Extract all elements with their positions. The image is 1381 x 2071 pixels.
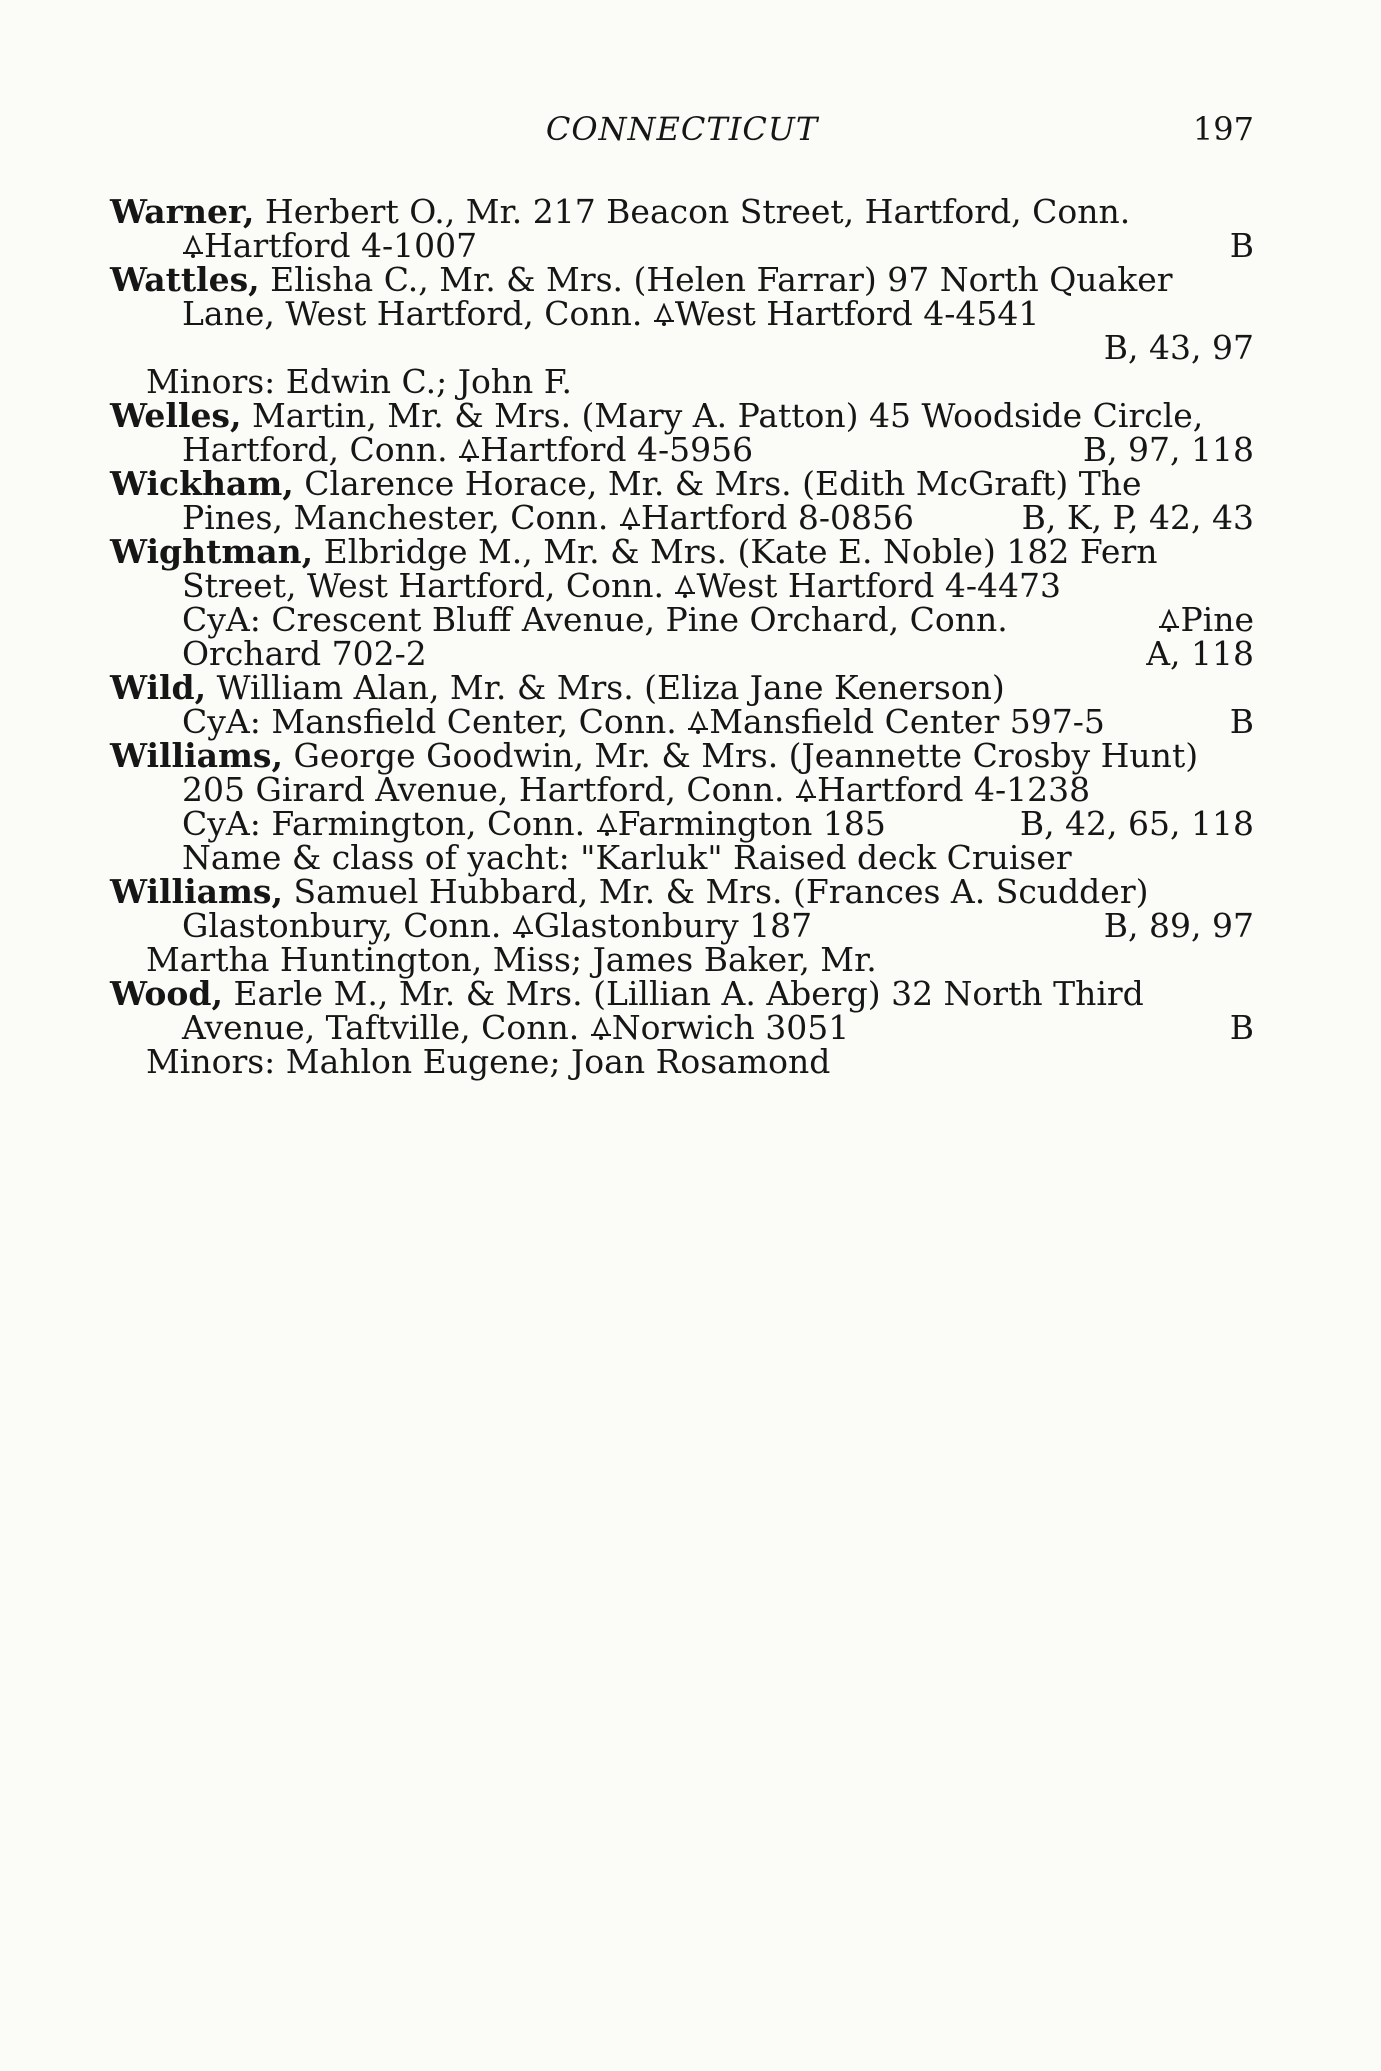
- entry-line: [110, 1042, 1254, 1081]
- entry-surname: Williams,: [110, 872, 283, 911]
- entry-text: Elisha C., Mr. & Mrs. (Helen Farrar) 97 North Quaker: [259, 260, 1173, 299]
- entry-codes: B, K, P, 42, 43: [1021, 498, 1254, 537]
- entry-codes: B: [1229, 1008, 1254, 1047]
- entry-text: Name & class of yacht: "Karluk" Raised deck Cruiser: [182, 838, 1072, 877]
- entry-surname: Warner,: [110, 192, 255, 231]
- entry-text: Minors: Edwin C.; John F.: [146, 362, 573, 401]
- entry-codes: B: [1229, 702, 1254, 741]
- entry-line: [110, 634, 1254, 673]
- entry-line: [110, 328, 1254, 367]
- entry-line: [110, 532, 1254, 571]
- entry-line: [110, 1008, 1254, 1047]
- entry-line: [110, 770, 1254, 809]
- entry-line: [110, 498, 1254, 537]
- entry-phone: Glastonbury 187: [533, 906, 813, 945]
- entry-text: Samuel Hubbard, Mr. & Mrs. (Frances A. Scudder): [283, 872, 1149, 911]
- entry-line: [110, 464, 1254, 503]
- entry-line: [110, 838, 1254, 877]
- entry-text: George Goodwin, Mr. & Mrs. (Jeannette Crosby Hunt): [283, 736, 1199, 775]
- entry-text: Glastonbury, Conn.: [182, 906, 502, 945]
- entry-phone: West Hartford 4-4473: [696, 566, 1061, 605]
- entry-surname: Williams,: [110, 736, 283, 775]
- telephone-bell-icon: [596, 813, 618, 837]
- entry-text: 205 Girard Avenue, Hartford, Conn.: [182, 770, 785, 809]
- entry-text: CyA: Mansfield Center, Conn.: [182, 702, 677, 741]
- entry-codes: B, 42, 65, 118: [1019, 804, 1254, 843]
- entry-text: Lane, West Hartford, Conn.: [182, 294, 643, 333]
- telephone-bell-icon: [674, 575, 696, 599]
- entry-surname: Wickham,: [110, 464, 294, 503]
- entry-text: Clarence Horace, Mr. & Mrs. (Edith McGraft) The: [293, 464, 1142, 503]
- entry-line: [110, 872, 1254, 911]
- entry-text: Street, West Hartford, Conn.: [182, 566, 664, 605]
- entry-text: Hartford, Conn.: [182, 430, 448, 469]
- entry-codes: B, 97, 118: [1082, 430, 1254, 469]
- entry-line: [110, 940, 1254, 979]
- page-header: [110, 106, 1254, 156]
- entry-text: Pines, Manchester, Conn.: [182, 498, 609, 537]
- entry-phone: Farmington 185: [617, 804, 886, 843]
- entry-line: [110, 192, 1254, 231]
- entry-phone: West Hartford 4-4541: [674, 294, 1040, 333]
- telephone-bell-icon: [619, 507, 641, 531]
- entry-phone: Hartford 4-5956: [480, 430, 754, 469]
- entry-phone: Pine: [1180, 600, 1254, 639]
- entry-phone: Norwich 3051: [611, 1008, 850, 1047]
- entry-line: [110, 362, 1254, 401]
- entry-surname: Wild,: [110, 668, 207, 707]
- entry-text: Orchard 702-2: [182, 634, 427, 673]
- entry-text: Avenue, Taftville, Conn.: [182, 1008, 580, 1047]
- entry-text: CyA: Farmington, Conn.: [182, 804, 586, 843]
- entry-line: [110, 906, 1254, 945]
- entry-surname: Welles,: [110, 396, 242, 435]
- entry-surname: Wattles,: [110, 260, 260, 299]
- entry-line: [110, 226, 1254, 265]
- entry-surname: Wightman,: [110, 532, 314, 571]
- telephone-bell-icon: [590, 1017, 612, 1041]
- directory-entries: [110, 192, 1254, 1081]
- entry-phone: Hartford 8-0856: [640, 498, 914, 537]
- entry-text: William Alan, Mr. & Mrs. (Eliza Jane Kenerson): [206, 668, 1005, 707]
- entry-text: Martha Huntington, Miss; James Baker, Mr.: [146, 940, 877, 979]
- entry-codes: B: [1229, 226, 1254, 265]
- entry-line: [110, 668, 1254, 707]
- telephone-bell-icon: [182, 235, 204, 259]
- telephone-bell-icon: [653, 303, 675, 327]
- entry-line: [110, 430, 1254, 469]
- entry-codes: B, 89, 97: [1103, 906, 1254, 945]
- entry-line: [110, 566, 1254, 605]
- entry-text: Martin, Mr. & Mrs. (Mary A. Patton) 45 Woodside Circle,: [241, 396, 1204, 435]
- entry-line: [110, 294, 1254, 333]
- telephone-bell-icon: [687, 711, 709, 735]
- entry-line: [110, 804, 1254, 843]
- telephone-bell-icon: [458, 439, 480, 463]
- entry-codes: A, 118: [1146, 634, 1254, 673]
- entry-line: [110, 260, 1254, 299]
- entry-line: [110, 396, 1254, 435]
- entry-text: Minors: Mahlon Eugene; Joan Rosamond: [146, 1042, 831, 1081]
- telephone-bell-icon: [512, 915, 534, 939]
- entry-text: Earle M., Mr. & Mrs. (Lillian A. Aberg) 32 North Third: [222, 974, 1144, 1013]
- entry-line: [110, 600, 1254, 639]
- entry-text: Herbert O., Mr. 217 Beacon Street, Hartford, Conn.: [254, 192, 1131, 231]
- entry-line: [110, 736, 1254, 775]
- entry-codes: B, 43, 97: [1103, 328, 1254, 367]
- entry-text: Elbridge M., Mr. & Mrs. (Kate E. Noble) 182 Fern: [313, 532, 1158, 571]
- entry-surname: Wood,: [110, 974, 223, 1013]
- telephone-bell-icon: [1158, 609, 1180, 633]
- entry-phone: Mansfield Center 597-5: [709, 702, 1105, 741]
- entry-phone: Hartford 4-1007: [204, 226, 478, 265]
- page-number: 197: [1192, 110, 1254, 148]
- entry-phone: Hartford 4-1238: [816, 770, 1091, 809]
- entry-line: [110, 974, 1254, 1013]
- entry-line: [110, 702, 1254, 741]
- entry-text: CyA: Crescent Bluff Avenue, Pine Orchard, Conn.: [182, 600, 1008, 639]
- telephone-bell-icon: [795, 779, 817, 803]
- page-title: CONNECTICUT: [545, 110, 819, 148]
